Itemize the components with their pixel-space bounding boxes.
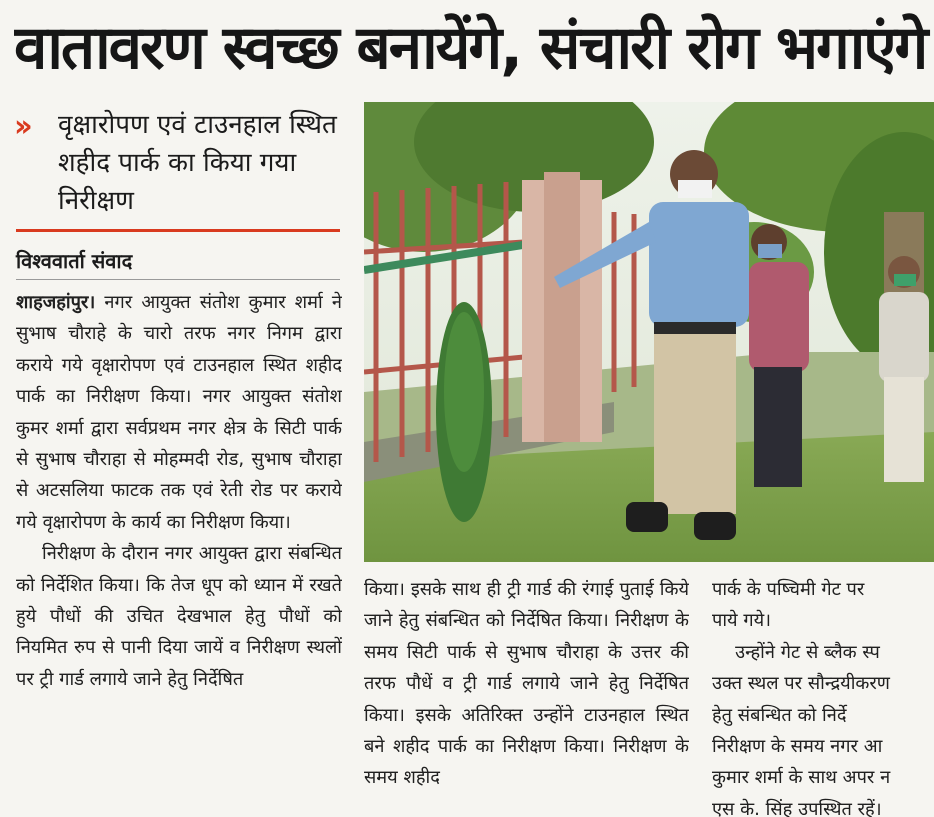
col3-line: पार्क के पष्चिमी गेट पर xyxy=(712,579,865,600)
article-column-3 xyxy=(712,574,934,817)
news-photo xyxy=(364,102,934,562)
col3-line: निरीक्षण के समय नगर आ xyxy=(712,736,883,758)
photo-inspection-scene xyxy=(364,102,934,562)
paragraph-3: किया। इसके साथ ही ट्री गार्ड की रंगाई पुताई किये जाने हेतु संबन्धित को निर्देषित किया। निरीक्षण के समय सिटी पार्क से सुभाष चौराहा के उत्तर की तरफ पौधें व ट्री गार्ड लगाये जाने हेतु निर्देषित किया। इसके अतिरिक्त उन्होंने टाउनहाल स्थित बने शहीद पार्क का निरीक्षण किया। निरीक्षण के समय शहीद xyxy=(364,579,689,789)
dateline: शाहजहांपुर। xyxy=(16,292,96,313)
double-chevron-icon: ›› xyxy=(14,109,27,144)
article-column-2 xyxy=(364,574,689,817)
byline: विश्ववार्ता संवाद xyxy=(16,249,133,273)
col3-line: कुमार शर्मा के साथ अपर न xyxy=(712,767,891,789)
person-middle xyxy=(749,224,809,487)
col3-line: उक्त स्थल पर सौन्द्रयीकरण xyxy=(712,673,890,695)
col3-line: एस के. सिंह उपस्थित रहें। xyxy=(712,798,882,817)
col3-line: हेतु संबन्धित को निर्दे xyxy=(712,704,847,726)
paragraph-2: निरीक्षण के दौरान नगर आयुक्त द्वारा संबन्धित को निर्देशित किया। कि तेज धूप को ध्यान में रखते हुये पौधों की उचित देखभाल हेतु पौधों को नियमित रुप से पानी दिया जायें व निरीक्षण स्थलों पर ट्री गार्ड लगाये जाने हेतु निर्देषित xyxy=(16,543,342,690)
divider-grey xyxy=(16,279,340,280)
col3-line: पाये गये। xyxy=(712,610,772,632)
subheadline-block xyxy=(14,106,344,220)
col3-line: उन्होंने गेट से ब्लैक स्प xyxy=(712,641,880,663)
article-column-1 xyxy=(16,287,342,817)
divider-red xyxy=(16,229,340,232)
subheadline: वृक्षारोपण एवं टाउनहाल स्थित शहीद पार्क का किया गया निरीक्षण xyxy=(58,110,337,216)
headline: वातावरण स्वच्छ बनायेंगे, संचारी रोग भगाएंगे xyxy=(14,13,927,83)
paragraph-1: नगर आयुक्त संतोश कुमार शर्मा ने सुभाष चौराहे के चारो तरफ नगर निगम द्वारा कराये गये वृक्षारोपण एवं टाउनहाल स्थित शहीद पार्क का निरीक्षण किया। नगर आयुक्त संतोश कुमर शर्मा द्वारा सर्वप्रथम नगर क्षेत्र के सिटी पार्क से सुभाष चौराहा से मोहम्मदी रोड, सुभाष चौराहा से अटसलिया फाटक तक एवं रेती रोड पर कराये गये वृक्षारोपण के कार्य का निरीक्षण किया। xyxy=(16,292,342,533)
